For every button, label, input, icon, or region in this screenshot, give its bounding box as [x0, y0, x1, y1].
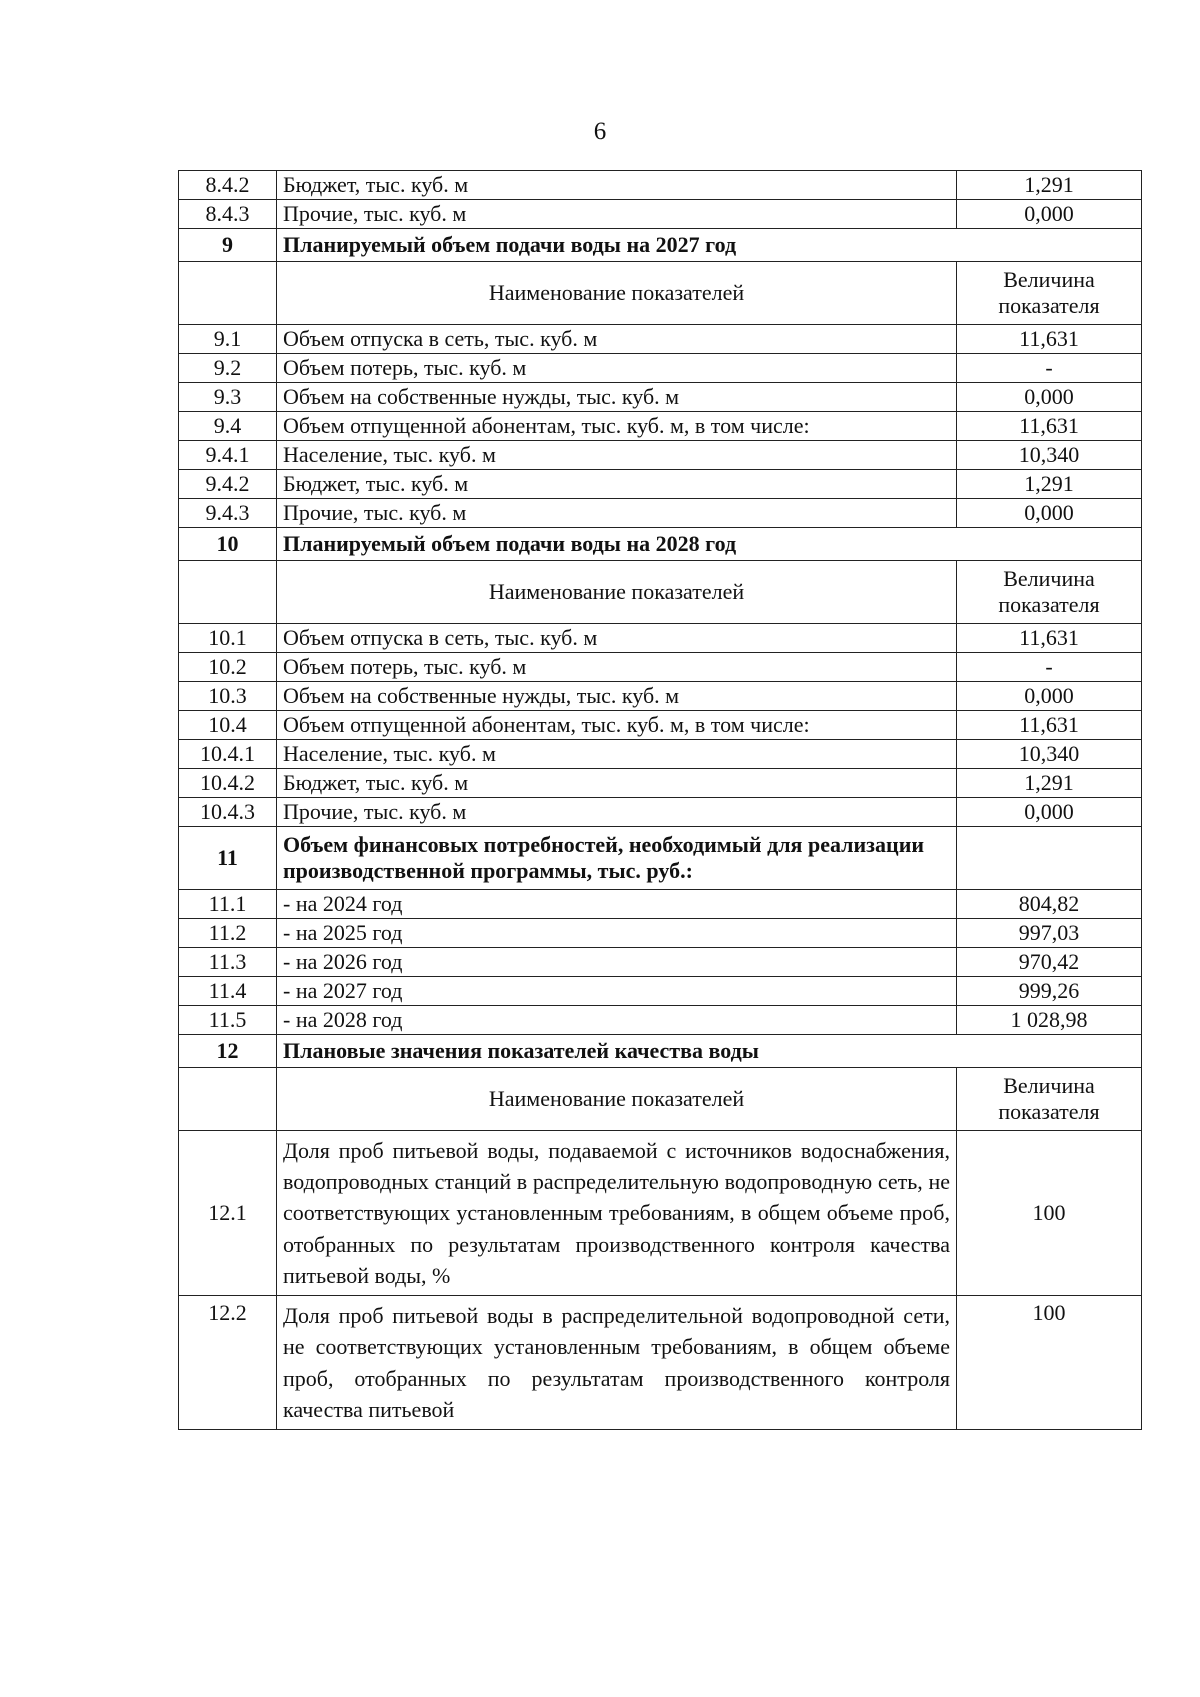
- section-title: Объем финансовых потребностей, необходимый для реализации производственной программы, тыс. руб.:: [277, 827, 957, 890]
- section-title: Планируемый объем подачи воды на 2027 год: [277, 229, 1142, 262]
- row-number: 10.4.1: [179, 740, 277, 769]
- row-name: - на 2024 год: [277, 890, 957, 919]
- row-number: 9.2: [179, 354, 277, 383]
- row-value: 970,42: [957, 948, 1142, 977]
- row-number: 11.1: [179, 890, 277, 919]
- row-value: 804,82: [957, 890, 1142, 919]
- section-number: 12: [179, 1035, 277, 1068]
- row-number: 10.4.3: [179, 798, 277, 827]
- section-row-11: [179, 827, 1142, 890]
- row-name: Бюджет, тыс. куб. м: [277, 171, 957, 200]
- table-row: [179, 171, 1142, 200]
- row-number: 10.4: [179, 711, 277, 740]
- row-value: 100: [957, 1131, 1142, 1296]
- row-name: Объем отпуска в сеть, тыс. куб. м: [277, 624, 957, 653]
- row-number: 11.5: [179, 1006, 277, 1035]
- row-value: 0,000: [957, 499, 1142, 528]
- header-name: Наименование показателей: [277, 561, 957, 624]
- table-row: [179, 798, 1142, 827]
- table-row: [179, 977, 1142, 1006]
- row-number: 8.4.3: [179, 200, 277, 229]
- table-row: [179, 1006, 1142, 1035]
- table-row: [179, 740, 1142, 769]
- row-name: Прочие, тыс. куб. м: [277, 200, 957, 229]
- table-row: [179, 325, 1142, 354]
- row-value: 10,340: [957, 740, 1142, 769]
- row-number: 8.4.2: [179, 171, 277, 200]
- row-value: 1,291: [957, 171, 1142, 200]
- row-number: 9.4.1: [179, 441, 277, 470]
- header-row: [179, 561, 1142, 624]
- row-value: 11,631: [957, 412, 1142, 441]
- row-name: Объем отпуска в сеть, тыс. куб. м: [277, 325, 957, 354]
- row-name: Доля проб питьевой воды, подаваемой с источников водоснабжения, водопроводных станций в распределительную водопроводную сеть, не соответствующих установленным требованиям, в общем объеме проб, отобранных по результатам производственного контроля качества питьевой воды, %: [277, 1131, 957, 1296]
- row-value: 1,291: [957, 470, 1142, 499]
- row-name: Объем на собственные нужды, тыс. куб. м: [277, 682, 957, 711]
- row-name: Доля проб питьевой воды в распределительной водопроводной сети, не соответствующих установленным требованиям, в общем объеме проб, отобранных по результатам производственного контроля качества питьевой: [277, 1296, 957, 1430]
- header-value: Величина показателя: [957, 561, 1142, 624]
- table-row: [179, 441, 1142, 470]
- row-number: 9.3: [179, 383, 277, 412]
- row-value: 999,26: [957, 977, 1142, 1006]
- row-value: 11,631: [957, 624, 1142, 653]
- section-number: 11: [179, 827, 277, 890]
- row-number: 12.1: [179, 1131, 277, 1296]
- table-row: [179, 1131, 1142, 1296]
- header-number-cell: [179, 561, 277, 624]
- table-row: [179, 653, 1142, 682]
- row-number: 11.2: [179, 919, 277, 948]
- row-value: 1 028,98: [957, 1006, 1142, 1035]
- row-number: 9.4: [179, 412, 277, 441]
- row-number: 12.2: [179, 1296, 277, 1430]
- row-name: - на 2027 год: [277, 977, 957, 1006]
- section-title: Плановые значения показателей качества воды: [277, 1035, 1142, 1068]
- section-number: 9: [179, 229, 277, 262]
- header-number-cell: [179, 1068, 277, 1131]
- row-value: 1,291: [957, 769, 1142, 798]
- row-name: Население, тыс. куб. м: [277, 740, 957, 769]
- table-row: [179, 354, 1142, 383]
- row-value: 0,000: [957, 383, 1142, 412]
- table-row: [179, 1296, 1142, 1430]
- row-number: 11.4: [179, 977, 277, 1006]
- section-row-12: [179, 1035, 1142, 1068]
- row-name: Прочие, тыс. куб. м: [277, 499, 957, 528]
- row-name: Бюджет, тыс. куб. м: [277, 769, 957, 798]
- header-value: Величина показателя: [957, 262, 1142, 325]
- row-number: 9.1: [179, 325, 277, 354]
- table-row: [179, 499, 1142, 528]
- section-row-9: [179, 229, 1142, 262]
- header-value: Величина показателя: [957, 1068, 1142, 1131]
- row-value: 11,631: [957, 325, 1142, 354]
- row-value: 100: [957, 1296, 1142, 1430]
- table-row: [179, 383, 1142, 412]
- row-value: 0,000: [957, 200, 1142, 229]
- page-number: 6: [593, 118, 607, 145]
- header-row: [179, 1068, 1142, 1131]
- row-value: 10,340: [957, 441, 1142, 470]
- row-value: -: [957, 653, 1142, 682]
- row-value: 997,03: [957, 919, 1142, 948]
- row-number: 11.3: [179, 948, 277, 977]
- row-number: 10.3: [179, 682, 277, 711]
- section-title: Планируемый объем подачи воды на 2028 год: [277, 528, 1142, 561]
- section-row-10: [179, 528, 1142, 561]
- table-row: [179, 769, 1142, 798]
- table-row: [179, 890, 1142, 919]
- header-name: Наименование показателей: [277, 1068, 957, 1131]
- row-number: 9.4.3: [179, 499, 277, 528]
- row-name: - на 2026 год: [277, 948, 957, 977]
- row-value: 0,000: [957, 798, 1142, 827]
- section-value: [957, 827, 1142, 890]
- row-number: 10.4.2: [179, 769, 277, 798]
- row-name: Объем потерь, тыс. куб. м: [277, 653, 957, 682]
- row-name: - на 2028 год: [277, 1006, 957, 1035]
- header-row: [179, 262, 1142, 325]
- row-name: Прочие, тыс. куб. м: [277, 798, 957, 827]
- header-number-cell: [179, 262, 277, 325]
- table-row: [179, 948, 1142, 977]
- row-value: 0,000: [957, 682, 1142, 711]
- row-number: 10.2: [179, 653, 277, 682]
- row-number: 9.4.2: [179, 470, 277, 499]
- row-value: -: [957, 354, 1142, 383]
- row-name: Бюджет, тыс. куб. м: [277, 470, 957, 499]
- table-row: [179, 200, 1142, 229]
- header-name: Наименование показателей: [277, 262, 957, 325]
- table-row: [179, 919, 1142, 948]
- row-name: Объем потерь, тыс. куб. м: [277, 354, 957, 383]
- table-row: [179, 412, 1142, 441]
- table-row: [179, 711, 1142, 740]
- table-row: [179, 470, 1142, 499]
- row-name: Объем на собственные нужды, тыс. куб. м: [277, 383, 957, 412]
- row-name: Объем отпущенной абонентам, тыс. куб. м, в том числе:: [277, 412, 957, 441]
- row-name: - на 2025 год: [277, 919, 957, 948]
- row-name: Объем отпущенной абонентам, тыс. куб. м, в том числе:: [277, 711, 957, 740]
- indicators-table: [178, 170, 1142, 1430]
- table-row: [179, 624, 1142, 653]
- section-number: 10: [179, 528, 277, 561]
- row-name: Население, тыс. куб. м: [277, 441, 957, 470]
- row-value: 11,631: [957, 711, 1142, 740]
- row-number: 10.1: [179, 624, 277, 653]
- table-row: [179, 682, 1142, 711]
